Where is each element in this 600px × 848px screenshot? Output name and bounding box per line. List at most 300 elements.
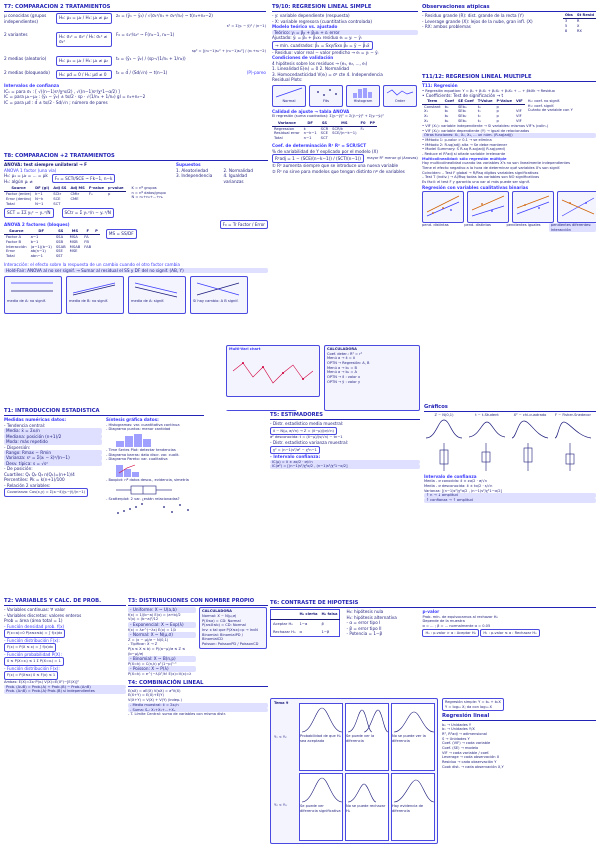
text-line: E(aX) = aE(X) V(aX) = a²V(X) (128, 688, 181, 693)
col-header: F (82, 229, 93, 234)
text-line: Varianza: [(n−1)s²/χ²α/2 , (n−1)s²/χ²1−α/2] (424, 488, 502, 493)
cell (106, 202, 125, 207)
cell: α (299, 629, 302, 634)
histogram-sketch (106, 432, 202, 448)
cell-caption: Probabilidad de que H₀ sea aceptada (300, 734, 342, 743)
text-line: Desv. típica: s = √s² (4, 461, 102, 466)
dist-label: F ~ Fisher-Snedecor (555, 413, 591, 418)
cell: SEb₂ (457, 114, 467, 119)
plot-caption: media de B: no signif. (69, 299, 108, 303)
plot-label: Normal (282, 98, 296, 103)
cell: SCE (320, 131, 328, 136)
cell (359, 136, 368, 141)
section-t2 (4, 598, 126, 844)
distribution-sketch (424, 413, 464, 440)
note-N: N = n₁+n₂+...+nₖ (131, 195, 164, 200)
grid-cell (345, 703, 389, 771)
text-line: R², R²adj → adimensional (442, 731, 487, 736)
pareto-sketch (106, 462, 202, 478)
decision-box: H₀ : p-valor > α : Aceptar H₀ (422, 629, 479, 638)
cell: MSAB (69, 244, 81, 249)
text-line: - Función distribución F(x): (4, 637, 60, 643)
section-t7 (4, 4, 266, 152)
text-line: VIF → cada variable / coef. (442, 750, 490, 755)
cell: X₃ (424, 119, 429, 124)
text-line: Mediana: posición (n+1)/2 (4, 434, 102, 439)
text-line: - Residuo: valor real − valor predicho → eᵢ = yᵢ − ŷᵢ (272, 49, 379, 55)
subheading: Condiciones de validación (272, 55, 334, 61)
note: H₀: coef. no signif. (527, 98, 561, 103)
regression-plot (422, 191, 464, 223)
cell: 1−α (299, 621, 308, 626)
text-line: V(x) = (b−a)²/12 (128, 617, 159, 622)
cell: Factor B (6, 239, 21, 244)
col-header: VIF (515, 98, 523, 103)
grid-cell (345, 773, 389, 841)
formula-box: χ² = (n−1)s²/σ² ~ χ²n−1 (270, 446, 320, 455)
cell: Total (274, 136, 283, 141)
cell: t₁ (477, 109, 481, 114)
cell: RX (576, 28, 582, 33)
calc-line: Menú a → x̄ = x̄ (327, 356, 356, 361)
subheading: Calidad de ajuste → tabla ANOVA (272, 108, 350, 114)
cell: SSA (55, 235, 64, 240)
h0: H₀: μ₁ = μ₂ = ... = μk (4, 173, 48, 179)
text-line: Residual Plots: (272, 77, 303, 83)
row-caption: Y₁ < Y₂ (274, 735, 287, 739)
calc-title: CALCULADORA (327, 347, 357, 351)
plot-caption: pend. distintas (464, 223, 491, 228)
residual-plots (272, 85, 418, 107)
statistic-formula: F₀ = s₁²/s₂² ~ F(n₁−1, n₂−1) (116, 31, 175, 37)
statistic-formula: t₀ = (ȳ₁ − ȳ₂) / (sp·√(1/n₁ + 1/n₂)) (116, 56, 186, 62)
plot-label: Fits (322, 98, 330, 103)
text-line: - y: variable dependiente (respuesta) (272, 13, 350, 19)
ci-line-3: IC = para μd : d̄ ± tα/2 · Sd/√n ; número de pares (4, 99, 108, 105)
subheading: Medidas numéricas datos: (4, 417, 67, 423)
text-line: - α = error tipo I (346, 620, 381, 626)
t7-row-3 (4, 56, 266, 65)
cell: SCR (320, 126, 329, 131)
scatter-sketch (106, 501, 202, 517)
col-header: DF (29, 229, 54, 234)
supuesto-item: 2. Normalidad (223, 167, 254, 173)
subheading: Regresión con variables cualitativas binarias (422, 184, 529, 190)
text-line: - Time Series Plot: detectar tendencias (106, 448, 176, 453)
hypothesis-box: H₀: μd = 0 / H₁: μd ≠ 0 (56, 70, 112, 79)
reg-simple-log: Y = log₁₀ X; da con log₁₀ X (445, 704, 492, 709)
text-line: b₁ → Unidades Y/X (442, 727, 475, 732)
text-line: Prob. mín. de equivocarnos al rechazar H₀ (422, 614, 498, 619)
plot-caption: pendientes iguales (506, 223, 541, 228)
cell: Constant (424, 104, 441, 109)
text-line: Varianza: s² = Σ(xᵢ − x̄)²/(n−1) (4, 455, 102, 460)
one-factor-title: ANOVA 1 factor (una vía) (4, 167, 57, 173)
text-line: ① R² aumenta siempre que se introduce una nueva variable (272, 163, 399, 169)
table-row (271, 628, 340, 637)
interaction-plot (66, 276, 124, 314)
sct-formula: SCT = ΣΣ yᵢⱼ² − y..²/N (4, 208, 54, 217)
calc-line: Poisson: PoissonPD / PoissonCD (202, 641, 259, 646)
cell: Rechazar H₀ (273, 629, 296, 634)
col-header: MS (68, 229, 83, 234)
row-label: μ conocidas (grupos independientes) (4, 13, 47, 24)
tema9-grid (270, 698, 438, 844)
cell: SCT (53, 201, 61, 206)
cell: F₀ (360, 126, 365, 131)
text-line: - Dispersión: (4, 444, 31, 450)
plot-caption: media de A: no signif. (7, 299, 46, 303)
cell: k (303, 126, 306, 131)
cell: MSA (69, 235, 78, 240)
text-line: 1. Linealidad E(eᵢ) = 0 2. Normalidad (272, 66, 350, 72)
calculator-box (199, 607, 267, 648)
text-line: - Residuo grande (R): dist. grande de la recta (Y) (422, 13, 524, 19)
cell: β (321, 621, 324, 626)
chart-title: Multi-Vari chart (229, 347, 261, 351)
cell: FAB (84, 244, 92, 249)
hypothesis-error-table (270, 609, 340, 637)
text-line: - Reduce el R²adj si añade variable irrelevante (422, 151, 506, 156)
distribution-sketches (424, 413, 596, 440)
text-line: - Función densidad prob. f(x) (4, 623, 65, 629)
cell: R (576, 19, 580, 24)
text-line: Leverage → cada observación X (442, 755, 500, 760)
subheading: T11: Regresión (422, 83, 458, 89)
calc-line: OPTN → ŷ : valor y (327, 379, 361, 384)
regression-plot (467, 191, 509, 223)
calc-line: Inv: x tal que P(X≤x)=p → InvN (202, 627, 258, 632)
ms-formula: MS = SS/DF (106, 229, 137, 238)
cell: MSB (69, 239, 78, 244)
text-line: Coef. (SE) → modelo (442, 745, 479, 750)
cell: 5 (564, 23, 568, 28)
text-line: • Model Summary: S R-sq R-sq(adj) R-sq(pred) (422, 147, 506, 152)
cell: 8 (564, 28, 568, 33)
row-label: 2 medias (bloqueado) (4, 69, 50, 75)
pooled-variance: sp² = [(n₁−1)s₁² + (n₂−1)s₂²] / (n₁+n₂−2) (191, 48, 266, 53)
section-title: T7: COMPARACIÓN 2 TRATAMIENTOS (4, 4, 266, 12)
interaction-plot (4, 276, 62, 314)
cell: b−1 (30, 239, 39, 244)
cell: SSE (55, 249, 63, 254)
text-line: P(X=k) = C(n,k) pᵏ(1−p)ⁿ⁻ᵏ (128, 661, 177, 666)
interaction-plot (190, 276, 248, 314)
distribution-sketch (510, 413, 550, 440)
cell-caption: No se puede rechazar H₀ (346, 804, 386, 813)
cell: CME (70, 196, 79, 201)
least-squares-box: → mín. cuadrados: β̂₁ = Sxy/Sxx β̂₀ = ȳ − β̂₁x̄ (272, 41, 373, 50)
text-line: - De posición: (4, 466, 33, 472)
anova-line: ANOVA: test siempre unilateral → F (4, 162, 87, 168)
plot-caption: pendientes diferentes: Interacción (549, 223, 596, 232)
cell-caption: Se puede ver diferencia significativa (300, 804, 341, 813)
grid-title: Tema 9 (274, 701, 289, 705)
formula-box: 0 ≤ P(X=xᵢ) ≤ 1 Σ P(X=xᵢ) = 1 (4, 657, 64, 666)
col-header: p-value (108, 186, 124, 191)
text-line: Ajustado: ŷᵢ = β̂₀ + β̂₁x₁ residuo eᵢ = yᵢ − ŷᵢ (272, 35, 362, 41)
text-line: Coef. (VIF) → cada variable (442, 741, 491, 746)
boxplot-sketch (106, 483, 202, 497)
cell: N−k (35, 196, 44, 201)
col-header: SS (54, 229, 68, 234)
text-line: - Relación 2 variables: (4, 482, 51, 488)
col-header: Source (4, 229, 29, 234)
col-header: Coef (444, 98, 454, 103)
calc-line: Binomial: BinomialPD / BinomialCD (202, 632, 243, 642)
text-line: • VIF (X₂): variable dependiente (Y) → igual de relacionadas (422, 128, 530, 133)
t7-row-2 (4, 32, 266, 47)
cell-caption: No se puede ver la diferencia (392, 734, 426, 743)
anova-one-way-table (4, 186, 126, 206)
cell: F₀ (88, 191, 93, 196)
plot-caption: pend. distintas (422, 223, 449, 228)
col-header: T-Value (477, 98, 493, 103)
cell: t₃ (477, 119, 481, 124)
adjusted-r2-box: R²adj = 1 − (SCE/(n−k−1)) / (SCT/(n−1)) (272, 154, 364, 163)
text-line: α = ... ; β = ... normalmente α = 0.05 (422, 624, 491, 629)
note-n: n = nº datos/grupo (131, 190, 166, 195)
residual-plot (346, 85, 380, 107)
text-line: ② R² no sirve para modelos que tengan distinto nº de variables (272, 168, 405, 174)
section-title: T3: DISTRIBUCIONES CON NOMBRE PROPIO (128, 598, 268, 606)
section-title: T5: ESTIMADORES (270, 412, 420, 420)
text-line: Prob = área (área total = 1) (4, 618, 63, 624)
text-line: Prob. (A∩B) = Prob.(A)·Prob.(B) si independientes (4, 689, 126, 694)
text-line: Depende de la muestra (422, 619, 465, 624)
cell (368, 136, 377, 141)
text-line: - X: variable regresora (cuantitativa controlada) (272, 18, 373, 24)
text-line: 3. Homocedasticidad V(eᵢ) = σ² cte 4. Independencia (272, 71, 383, 77)
multivari-chart (226, 345, 320, 397)
table-row (563, 29, 596, 34)
text-line: - β = error tipo II (346, 625, 382, 631)
text-line: - Poisson: X ~ P(λ) (128, 666, 196, 671)
text-line: - Leverage grande (X): lejos de la nube, gran infl. (X) (422, 18, 533, 24)
section-title: T6: CONTRASTE DE HIPÓTESIS (270, 600, 596, 608)
section-tema9 (270, 698, 438, 844)
text-line: Z = (x − μ)/σ ~ N(0,1) (128, 637, 169, 642)
section-title: T8: COMPARACIÓN +2 TRATAMIENTOS (4, 153, 268, 161)
regression-anova-table (272, 121, 377, 141)
section-title: T2: VARIABLES Y CÁLC. DE PROB. (4, 598, 126, 606)
col-header: SS (319, 121, 330, 126)
ci-line-1: IC₁ = para σ₁ : [ √((n−1)s²/χ²α/2) , √((n−1)s²/χ²1−α/2) ] (4, 88, 120, 94)
cell: 1−β (321, 629, 330, 634)
text-line: f(x) = 1/(b−a) E(x) = (a+b)/2 (128, 612, 181, 617)
text-line: Teórico: yᵢ = β₀ + β₁xᵢ + εᵢ error (272, 30, 418, 35)
formula-box: F(x) = P(X≤x) 0 ≤ F(x) ≤ 1 (4, 671, 58, 680)
text-line: - Boxplot: nº datos desca., evidencia, simetría (106, 478, 189, 483)
cell: Interacción (6, 244, 27, 249)
text-line: - Tendencia central: (4, 422, 46, 428)
text-line: Moda: más repetido (4, 439, 102, 444)
supuesto-item: 3. Independencia (176, 173, 213, 179)
col-header: Source (4, 186, 33, 191)
cell: n−k−1 (303, 131, 317, 136)
subheading: Coef. de determinación R² R² = SCR/SCT (272, 143, 367, 149)
cell: t₂ (477, 114, 481, 119)
cell: Aceptar H₀ (273, 621, 293, 626)
dist-label: Z ~ N(0,1) (434, 413, 454, 418)
text-line: E(X+Y) = E(X)+E(Y) (128, 693, 164, 698)
cell: SSB (55, 239, 64, 244)
cell (87, 202, 106, 207)
calc-line: Coef. deter.: R² = r² (327, 351, 363, 356)
section-outliers (422, 4, 596, 72)
cell: (a−1)(b−1) (30, 244, 52, 249)
cell: n−1 (303, 136, 312, 141)
col-header: F-value (88, 186, 105, 191)
cell: p (108, 191, 111, 196)
decision-box: H₁ : p-valor ≤ α : Rechazar H₀ (480, 629, 539, 638)
col-header: Adj SS (53, 186, 67, 191)
section-t6 (270, 600, 596, 696)
cell: Error (6, 249, 15, 254)
row-label: 2 variantes (4, 31, 28, 37)
text-line: V(X+Y) = V(X) + V(Y) (indep.) (128, 698, 182, 703)
section-title: T1: INTRODUCCIÓN ESTADÍSTICA (4, 408, 204, 416)
col-header: DF (302, 121, 319, 126)
text-line: - RX: ambos problemas (422, 24, 471, 30)
calc-line: Normal: X ~ N(μ,σ) (202, 613, 237, 618)
section-title: T9/10: REGRESIÓN LINEAL SIMPLE (272, 4, 418, 12)
text-line: Tiene el efecto negativo a la hora de determinar qué variables X's son signif. (422, 165, 561, 170)
parallel-note (226, 410, 297, 411)
subheading: p-valor (422, 609, 440, 615)
text-line: - Diagrama Pareto: var. cualitativa (106, 457, 168, 462)
text-line: σ² desconocida: t = (x̄−μ)/(s/√n) ~ tn−1 (270, 435, 343, 440)
subheading: Multicolinealidad: sólo regresión múltiple (422, 156, 507, 161)
cell: VIF (515, 109, 522, 114)
text-line: % de variabilidad de Y explicado por el modelo (X) (272, 148, 378, 154)
cell (330, 136, 358, 141)
boxplot-row (424, 440, 594, 474)
section-t1 (4, 408, 204, 598)
regression-plot (557, 191, 596, 223)
table-row (4, 202, 126, 207)
calc-line: Menú a → b₁ = B (327, 365, 357, 370)
cell (68, 202, 86, 207)
cell: VIF (515, 114, 522, 119)
h1: H₁: algún μᵢ ≠ (4, 178, 33, 184)
supuestos-title: Supuestos (176, 162, 201, 168)
col-header: P (95, 229, 98, 234)
ci-title: Intervalos de confianza (4, 83, 60, 89)
text-line: Coinciden: – Test F global → R/Rsq dígitos variables significativas (422, 170, 539, 175)
cell: Residual error (274, 131, 300, 136)
f-statistic-box: F₀ = SCTr/SCE ~ Fk−1, n−k (52, 174, 116, 183)
cell: Total (6, 201, 15, 206)
cell: SEb₀ (457, 104, 467, 109)
cell: p (496, 114, 499, 119)
cell (82, 254, 93, 259)
text-line: Rango: Rmax − Rmin (4, 450, 102, 455)
statistic-formula: z₀ = (ȳ₁ − ȳ₂) / √(σ₁²/n₁ + σ₂²/n₂) ~ t(n₁+n₂−2) (116, 13, 213, 19)
table-row (271, 619, 340, 628)
col-header: Adj MS (70, 186, 85, 191)
cell (68, 254, 83, 259)
col-header: H₀ falsa (319, 610, 340, 620)
text-line: P(X=k) = e^(−λ)λᵏ/k! E(x)=V(x)=λ (128, 671, 192, 676)
text-line: - Función distribución F(x): (4, 665, 60, 671)
interaction-plots (4, 276, 268, 314)
calc-line: P(a≤X≤b) = CD: Normal (202, 623, 246, 628)
text-line: Media: x̄ = Σxᵢ/n (4, 428, 102, 433)
text-line: - Media muestral: x̄ = Σxᵢ/n (128, 703, 268, 708)
interaction-definition: Interacción: el efecto sobre la respuesta de un cambio cuando el otro factor cambia (4, 262, 180, 268)
cell: p (496, 119, 499, 124)
section-title: Regresión lineal (442, 713, 596, 721)
t7-row-1 (4, 13, 266, 24)
coefficients-table (422, 99, 525, 124)
subheading: Modelo teórico vs. ajustado (272, 24, 338, 30)
anova-two-way-table (4, 229, 100, 259)
calc-line: Menú a → b₀ = A (327, 370, 357, 375)
section-t11-12 (422, 74, 596, 402)
formula-box: P(x=a)=0 P(a≤x≤b) = ∫ f(x)dx (4, 629, 65, 638)
hypothesis-box: H₀: σ₁² = σ₂² / H₁: σ₁² ≠ σ₂² (56, 32, 112, 47)
cell: Error (dentro) (6, 196, 32, 201)
section-title: Gráficos (424, 404, 596, 412)
hypothesis-box: H₀: μ₁ = μ₂ / H₁: μ₁ ≠ μ₂ (56, 56, 112, 65)
cell-caption: Hay evidencia de diferencia (392, 804, 424, 813)
cell: SEb₁ (457, 109, 467, 114)
outlier-table (563, 13, 596, 33)
cell: p (496, 109, 499, 114)
text-line: P(a ≤ X ≤ b) = P((a−μ)/σ ≤ Z ≤ (b−μ)/σ) (128, 646, 186, 656)
col-header: Variance (272, 121, 302, 126)
cell: b₂ (444, 114, 449, 119)
text-line: - Suma: Sₙ: X₁+X₂+...+Xₙ (128, 708, 268, 713)
hold-fair-note: Hold-Fair: ANOVA al no ser signif. → Sumar al residual el SS y DF del no signif. (AB, Y) (4, 268, 268, 273)
sctr-formula: SCtr = Σ yᵢ.²/n − y..²/N (62, 208, 114, 217)
text-line: - Exponencial: X ~ Exp(λ) (128, 622, 196, 627)
col-header: DF (gl) (35, 186, 50, 191)
col-header: F0 (360, 120, 366, 125)
cell: Factor A (6, 235, 21, 240)
text-line: S → Unidades Y (442, 736, 470, 741)
cell: t₀ (477, 104, 481, 109)
text-line: Cook dist. → cada observación X,Y (442, 764, 504, 769)
grid-cell (299, 703, 343, 771)
text-line: • VIF (X₁): variable independiente → Si variables: mismas VIF's (colin.) (422, 123, 549, 128)
text-line: ↑ n → ↓ amplitud (424, 493, 596, 498)
cell: SCE (53, 196, 61, 201)
calc-line: OPTN → Regresión: A, B (327, 361, 370, 366)
cell: k−1 (35, 191, 43, 196)
residual-plot (309, 85, 343, 107)
section-reg-summary (442, 698, 596, 844)
plot-caption: Sí hay cambio: A B signif. (193, 299, 239, 303)
section-t5 (270, 412, 420, 600)
text-line: IC(σ²) = [(n−1)s²/χ²α/2 , (n−1)s²/χ²1−α/2] (270, 464, 420, 469)
text-line: - Distr. estadístico media muestral: (270, 421, 344, 427)
text-line: Media - σ desconocida: x̄ ± tα/2 · s/√n (424, 484, 493, 489)
subheading: Intervalo de confianza (424, 473, 477, 479)
calculator-box (324, 345, 420, 411)
cell: N−1 (35, 201, 44, 206)
col-header: Obs (564, 13, 573, 18)
table-row (272, 136, 377, 141)
cell: p (496, 104, 499, 109)
variance-formula: s² = Σ(yᵢ − ȳ)² / (n−1) (226, 24, 266, 29)
text-line: - Normal: X ~ N(μ,σ) (128, 632, 196, 637)
residual-plot (272, 85, 306, 107)
section-title: T11/12: REGRESIÓN LINEAL MÚLTIPLE (422, 74, 596, 82)
cell: SEb₃ (457, 119, 467, 124)
cell: SCT (320, 136, 328, 141)
